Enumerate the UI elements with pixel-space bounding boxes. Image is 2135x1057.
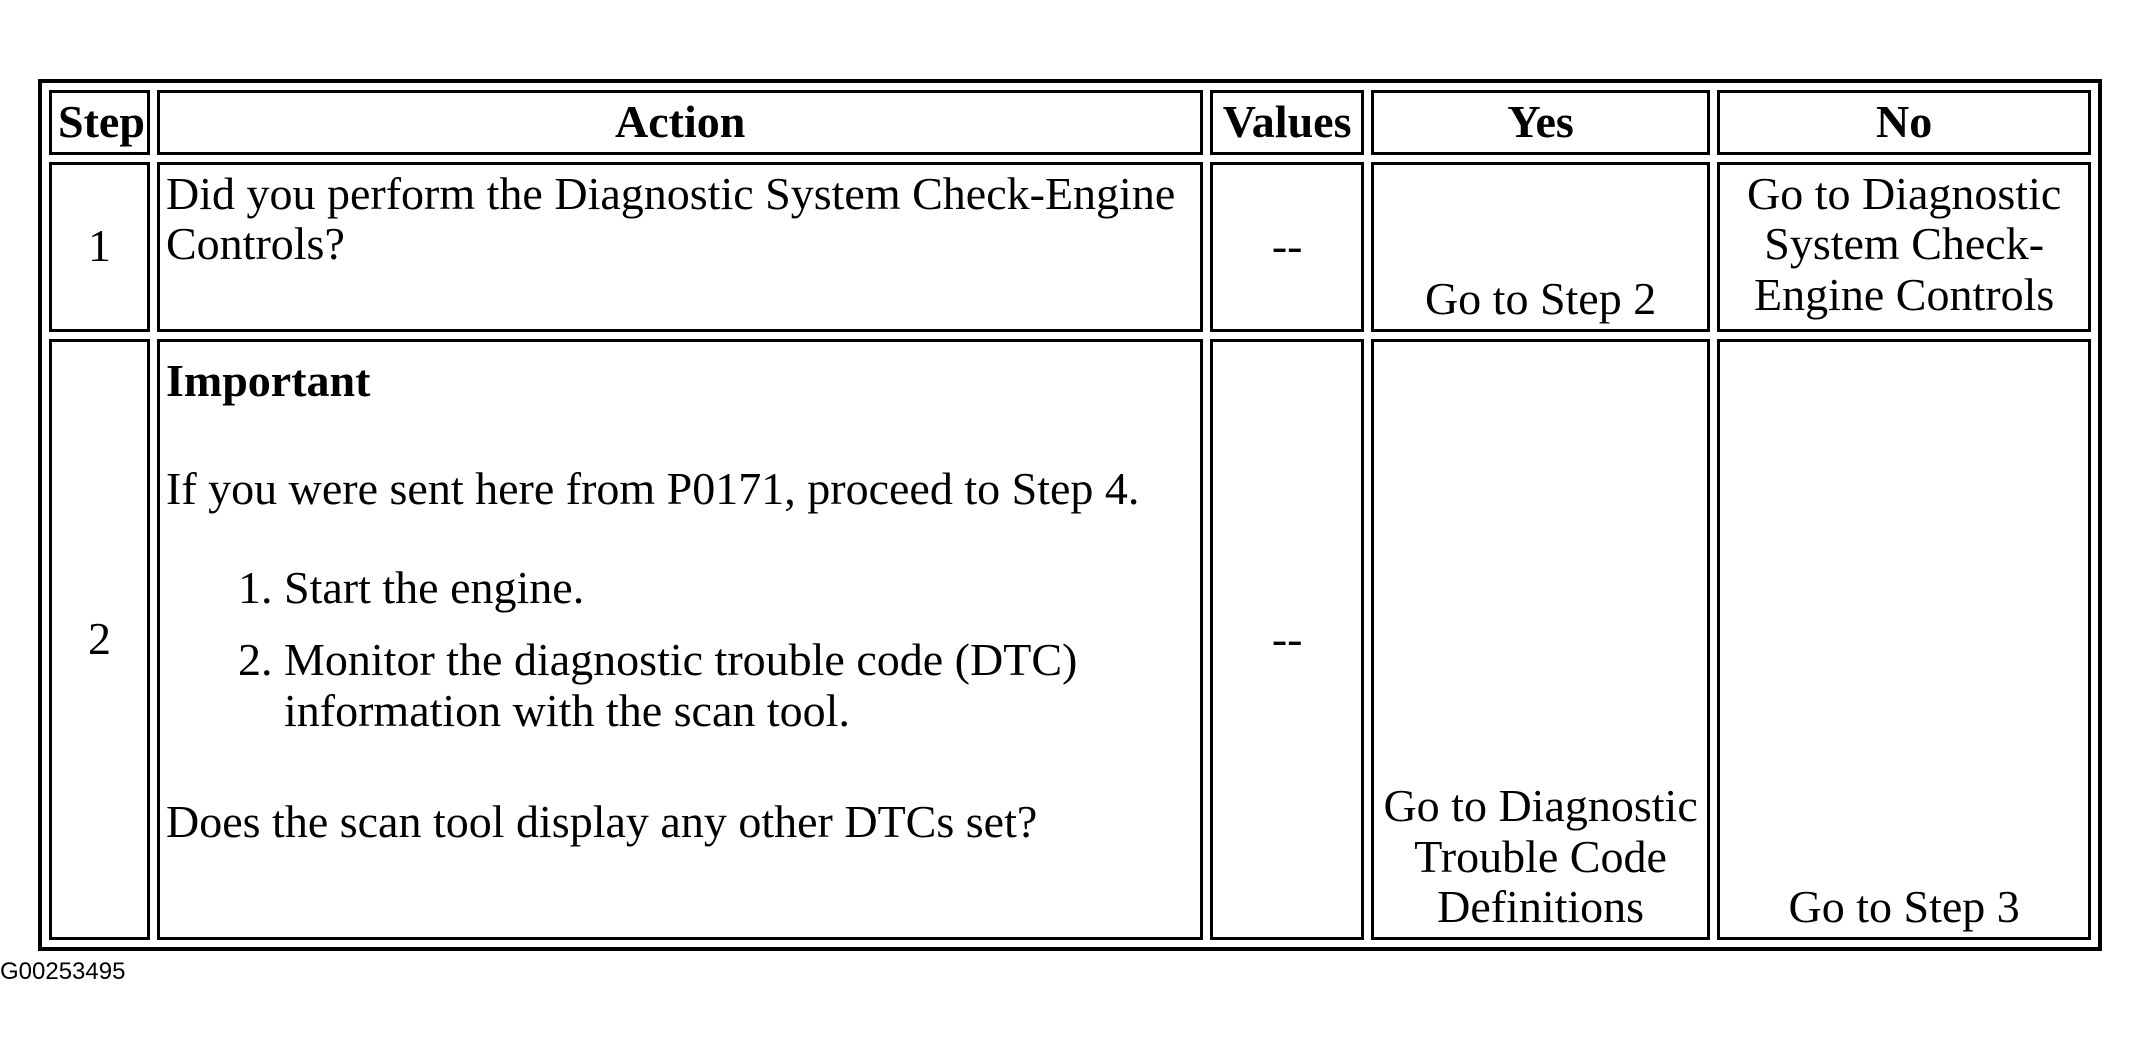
table-row	[49, 162, 2091, 332]
diagnostic-table-frame	[38, 79, 2102, 951]
header-step: Step	[49, 90, 150, 155]
values-cell: --	[1210, 339, 1364, 940]
values-cell: --	[1210, 162, 1364, 332]
table-row	[49, 339, 2091, 940]
action-cell: Did you perform the Diagnostic System Check-Engine Controls?	[157, 162, 1203, 332]
step-number-cell: 2	[49, 339, 150, 940]
action-cell	[157, 339, 1203, 940]
header-values: Values	[1210, 90, 1364, 155]
no-cell: Go to Diagnostic System Check-Engine Controls	[1717, 162, 2091, 332]
diagnostic-table	[42, 83, 2098, 947]
header-yes: Yes	[1371, 90, 1710, 155]
no-cell: Go to Step 3	[1717, 339, 2091, 940]
step-number-cell: 1	[49, 162, 150, 332]
table-header-row	[49, 90, 2091, 155]
figure-id-label: G00253495	[0, 958, 126, 985]
header-action: Action	[157, 90, 1203, 155]
important-heading: Important	[166, 354, 371, 406]
yes-cell: Go to Diagnostic Trouble Code Definitions	[1371, 339, 1710, 940]
list-item: 1. Start the engine.	[284, 563, 1194, 614]
header-no: No	[1717, 90, 2091, 155]
important-note: If you were sent here from P0171, proceed to Step 4.	[166, 463, 1140, 515]
yes-cell: Go to Step 2	[1371, 162, 1710, 332]
action-steps-list	[166, 563, 1194, 737]
action-question: Does the scan tool display any other DTCs set?	[166, 795, 1038, 847]
list-item: 2. Monitor the diagnostic trouble code (DTC) information with the scan tool.	[284, 635, 1194, 736]
